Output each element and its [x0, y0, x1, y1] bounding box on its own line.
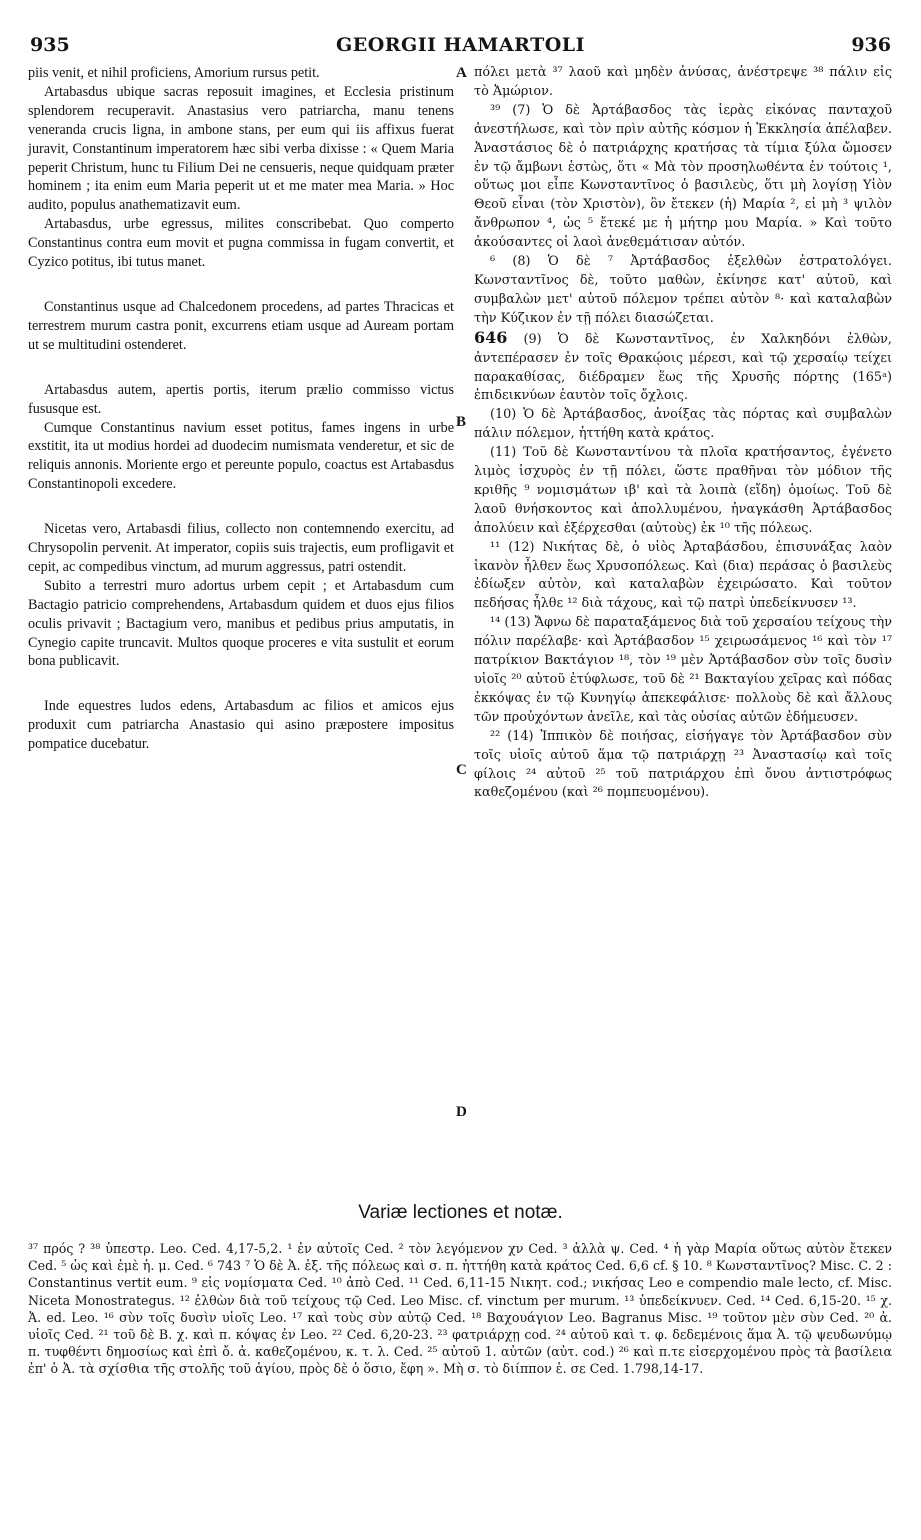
latin-paragraph: Constantinus usque ad Chalcedonem procedens, ad partes Thracicas et terrestrem murum castra ponit, excurrens etiam usque ad Auream portam ut se multitudini ostenderet. — [28, 298, 454, 353]
variant-readings-notes: ³⁷ πρός ? ³⁸ ὑπεστρ. Leo. Ced. 4,17-5,2. ¹ ἐν αὐτοῖς Ced. ² τὸν λεγόμενον χν Ced. ³ ἀλλὰ ψ. Ced. ⁴ ἡ γὰρ Μαρία οὕτως αὐτὸν ἔτεκεν Ced. ⁵ ὡς καὶ ἐμὲ ἡ. μ. Ced. ⁶ 743 ⁷ Ὁ δὲ Ἀ. ἐξ. τῆς πόλεως καὶ σ. π. ἡττήθη κατὰ κράτος Ced. 6,6 cf. § 10. ⁸ Κωνσταντῖνος? Misc. C. 2 : Constantinus vertit eum. ⁹ εἰς νομίσματα Ced. ¹⁰ ἀπὸ Ced. ¹¹ Ced. 6,11-15 Νικητ. cod.; νικήσας Leo e compendio male lecto, cf. Misc. Niceta Monostrategus. ¹² ἐλθὼν διὰ τοῦ τείχους τῷ Ced. Leo Misc. cf. vinctum per murum. ¹³ ὑπεδείκνυεν. Ced. ¹⁴ Ced. 6,15-20. ¹⁵ χ. Ἀ. ed. Leo. ¹⁶ σὺν τοῖς δυσὶν υἱοῖς Leo. ¹⁷ καὶ τοὺς σὺν αὐτῷ Ced. ¹⁸ Βαχουάγιον Leo. Bagranus Misc. ¹⁹ τοῦτον μὲν σὺν Ced. ²⁰ ἀ. υἱοῖς Ced. ²¹ τοῦ δὲ Β. χ. καὶ π. κόψας ἐν Leo. ²² Ced. 6,20-23. ²³ φατριάρχῃ cod. ²⁴ αὐτοῦ καὶ τ. φ. δεδεμένοις ἅμα Ἀ. τῷ ψευδωνύμῳ π. τυφθέντι δημοσίως καὶ ἐπὶ ὄ. ἀ. καθεζομένου, κ. τ. λ. Ced. ²⁵ αὐτοῦ 1. αὐτῶν (αὐτ. cod.) ²⁶ καὶ π.τε εἰσερχομένου πρὸς τὰ βασίλεια ἐπ' ὁ Ἀ. τὰ σχίσθια τῆς στολῆς τοῦ ἁγίου, πρὸς δὲ ὁ ὅσιο, ἔφη ». Μὴ σ. τὸ διίππον ἑ. σε Ced. 1.798,14-17. — [28, 1241, 892, 1377]
greek-paragraph: ¹¹ (12) Νικήτας δὲ, ὁ υἱὸς Ἀρταβάσδου, ἐπισυνάξας λαὸν ἱκανὸν ἦλθεν ἕως Χρυσοπόλεως. Καὶ (δια) περάσας ὁ βασιλεὺς ἐδίωξεν αὐτὸν, καὶ καταλαβὼν ἐχειρώσατο. Καὶ τοῦτον πεδήσας ἦλθε ¹² διὰ τάχους, καὶ τῷ πατρὶ ὑπεδείκνυσεν ¹³. — [474, 539, 892, 612]
greek-paragraph-text: (9) Ὁ δὲ Κωνσταντῖνος, ἐν Χαλκηδόνι ἐλθὼν, ἀντεπέρασεν ἐν τοῖς Θρακῴοις μέρεσι, καὶ τῷ χερσαίῳ τείχει παρακαθίσας, διέδραμεν ἕως τῆς Χρυσῆς πόρτης (165ᵃ) ἐπιδεικνύων ἑαυτὸν τοῖς ὄχλοις. — [474, 331, 892, 404]
latin-paragraph: Cumque Constantinus navium esset potitus, fames ingens in urbe exstitit, ita ut modius hordei ad duodecim numismata venderetur, et sic de reliquis annonis. Moriente ergo et pereunte populo, coactus est Artabasdus Constantinopoli excedere. — [28, 419, 454, 493]
latin-paragraph: Artabasdus ubique sacras reposuit imagines, et Ecclesia pristinum splendorem recuperavit. Anastasius vero patriarcha, manu tenens veneranda crucis ligna, in ambone stans, per eum qui iis affixus fuerat juravit, Constantinum imperatorem hæc sibi verba dixisse : « Quem Maria peperit Christum, hunc tu Filium Dei ne censueris, neque quidquam præter hominem ; ita enim eum Maria peperit ut et me mater mea Maria. » Hoc audito, populus anathematizavit eum. — [28, 83, 454, 214]
greek-paragraph: (11) Τοῦ δὲ Κωνσταντίνου τὰ πλοῖα κρατήσαντος, ἐγένετο λιμὸς ἰσχυρὸς ἐν τῇ πόλει, ὥστε πραθῆναι τὸν μόδιον τῆς κριθῆς ⁹ νομισμάτων ιβ' καὶ τὰ λοιπὰ (εἴδη) ὁμοίως. Τοῦ δὲ λαοῦ θνήσκοντος καὶ ἀπολλυμένου, ἠναγκάσθη Ἀρτάβασδος ἀπολύειν καὶ ἐξέρχεσθαι (αὐτοὺς) ἐκ ¹⁰ τῆς πόλεως. — [474, 445, 892, 536]
greek-column — [474, 64, 892, 803]
latin-paragraph: Subito a terrestri muro adortus urbem cepit ; et Artabasdum cum Bactagio patricio comprehendens, Artabasdum quidem et duos ejus filios oculis privavit ; Bactagium vero, manibus et pedibus prius amputatis, in Cynegio capite truncavit. Multos quoque proceres e vita sustulit et eorum bona publicavit. — [28, 577, 454, 670]
greek-paragraph: ¹⁴ (13) Ἄφνω δὲ παραταξάμενος διὰ τοῦ χερσαίου τείχους τὴν πόλιν παρέλαβε· καὶ Ἀρτάβασδον ¹⁵ χειρωσάμενος ¹⁶ καὶ τὸν ¹⁷ πατρίκιον Βακτάγιον ¹⁸, τὸν ¹⁹ μὲν Ἀρτάβασδον σὺν τοῖς δυσὶν υἱοῖς ²⁰ αὐτοῦ ἐτύφλωσε, τοῦ δὲ ²¹ Βακταγίου χεῖρας καὶ πόδας ἐκκόψας ἐν τῷ Κυνηγίῳ ἀπεκεφάλισε· πολλοὺς δὲ καὶ ἄλλους τῶν προὐχόντων ἀνεῖλε, καὶ τὰς οὐσίας αὐτῶν ἐδήμευσεν. — [474, 615, 892, 725]
section-marker-c: C — [456, 762, 467, 778]
section-marker-d: D — [456, 1104, 467, 1120]
right-page-number: 936 — [851, 34, 891, 56]
greek-paragraph: ²² (14) Ἱππικὸν δὲ ποιήσας, εἰσήγαγε τὸν Ἀρτάβασδον σὺν τοῖς υἱοῖς αὐτοῦ ἅμα τῷ πατριάρχῃ ²³ Ἀναστασίῳ καὶ τοῖς φίλοις ²⁴ αὐτοῦ ²⁵ τοῦ πατριάρχου ἐπὶ ὄνου ἀντιστρόφως καθεζομένου (καὶ ²⁶ πομπευομένου). — [474, 728, 892, 801]
latin-paragraph: Nicetas vero, Artabasdi filius, collecto non contemnendo exercitu, ad Chrysopolin pervenit. At imperator, copiis suis trajectis, eum profligavit et cepit, ac compedibus vinctum, ad murum aggressus, patri ostendit. — [28, 521, 454, 575]
greek-paragraph: πόλει μετὰ ³⁷ λαοῦ καὶ μηδὲν ἀνύσας, ἀνέστρεψε ³⁸ πάλιν εἰς τὸ Ἀμώριον. — [474, 65, 892, 99]
latin-column — [28, 64, 454, 754]
running-title: GEORGII HAMARTOLI — [335, 34, 586, 56]
left-page-number: 935 — [30, 34, 70, 56]
greek-paragraph-646 — [474, 329, 892, 407]
paragraph-number: 646 — [474, 327, 508, 347]
page-header — [30, 34, 891, 58]
latin-paragraph: Artabasdus, urbe egressus, milites conscribebat. Quo comperto Constantinus contra eum movit et pugna commissa in fugam convertit, et Cyzico potitus, ibi tutus manet. — [28, 216, 454, 271]
latin-paragraph: Artabasdus autem, apertis portis, iterum prælio commisso victus fususque est. — [28, 381, 454, 417]
greek-paragraph: ⁶ (8) Ὁ δὲ ⁷ Ἀρτάβασδος ἐξελθὼν ἐστρατολόγει. Κωνσταντῖνος δὲ, τοῦτο μαθὼν, ἐκίνησε κατ' αὐτοῦ, καὶ συμβαλὼν μετ' αὐτοῦ πόλεμον τρέπει αὐτὸν ⁸· καὶ καταλαβὼν τὴν Κύζικον ἐν τῇ πόλει διασώζεται. — [474, 254, 892, 326]
greek-paragraph: ³⁹ (7) Ὁ δὲ Ἀρτάβασδος τὰς ἱερὰς εἰκόνας πανταχοῦ ἀνεστήλωσε, καὶ τὸν πρὶν αὐτῆς κόσμον ἡ Ἐκκλησία ἀπέλαβεν. Ἀναστάσιος δὲ ὁ πατριάρχης κρατήσας τὰ τίμια ξύλα ὤμοσεν ἐν τῷ ἄμβωνι ἑστὼς, ὅτι « Μὰ τὸν προσηλωθέντα ἐν τούτοις ¹, οὕτως μοι εἶπε Κωνσταντῖνος ὁ βασιλεὺς, ὅτι μὴ λογίσῃ Υἱὸν Θεοῦ εἶναι (τὸν Χριστὸν), ὃν ἔτεκεν (ἡ) Μαρία ², εἰ μὴ ³ ψιλὸν ἄνθρωπον ⁴, ὡς ⁵ ἔτεκέ με ἡ μήτηρ μου Μαρία. » Καὶ τοῦτο ἀκούσαντες οἱ λαοὶ ἀνεθεμάτισαν αὐτόν. — [474, 102, 892, 251]
section-marker-b: B — [456, 414, 467, 430]
latin-paragraph: piis venit, et nihil proficiens, Amorium rursus petit. — [28, 65, 320, 81]
notes-heading: Variæ lectiones et notæ. — [358, 1202, 563, 1223]
latin-paragraph: Inde equestres ludos edens, Artabasdum ac filios et amicos ejus produxit cum patriarcha Anastasio qui asino præpostere impositus pompatice ducebatur. — [28, 698, 454, 753]
section-marker-a: A — [456, 65, 467, 81]
greek-paragraph: (10) Ὁ δὲ Ἀρτάβασδος, ἀνοίξας τὰς πόρτας καὶ συμβαλὼν πάλιν πόλεμον, ἡττήθη κατὰ κράτος. — [474, 407, 892, 442]
